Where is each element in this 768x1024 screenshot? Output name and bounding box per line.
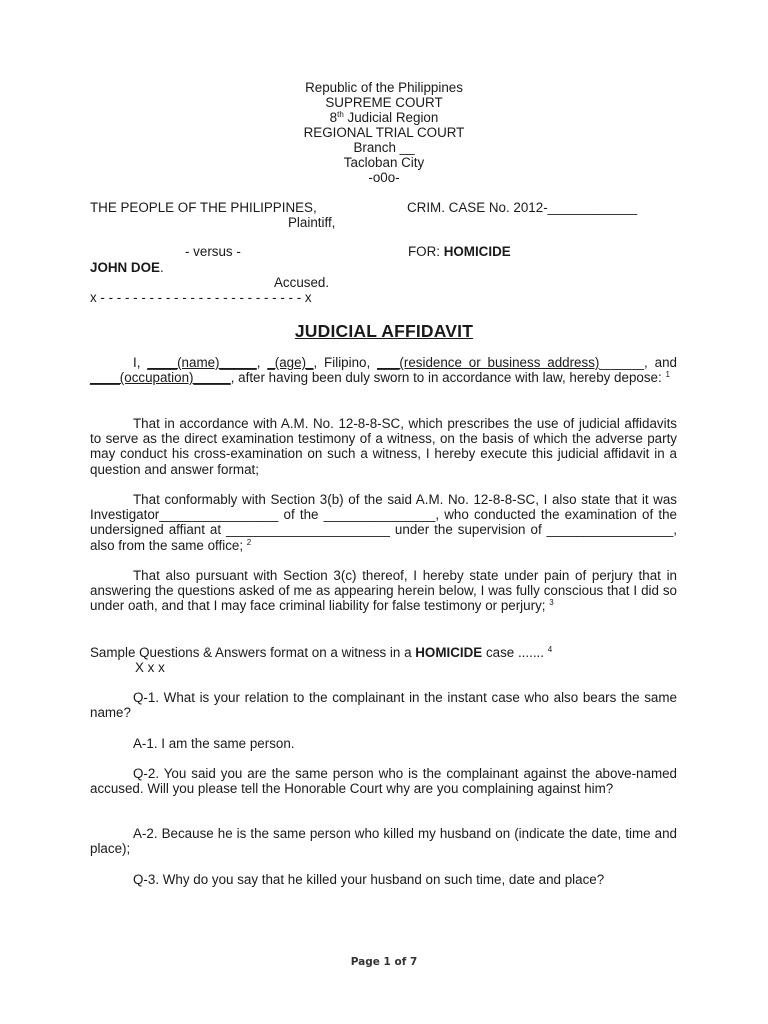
paragraph-section-3c: That also pursuant with Section 3(c) thereof, I hereby state under pain of perjury that in answering the questions asked of me as appearing herein below, I was fully conscious that I did so under oath, and that I may face criminal liability for false testimony or perjury; $^3$ bbox=[90, 568, 677, 614]
versus-label: - versus - bbox=[185, 244, 241, 259]
paragraph-section-3b: That conformably with Section 3(b) of the said A.M. No. 12-8-8-SC, I also state that it was Investigator________________ of the _______________, who conducted the examination of the undersigned affiant at ______________________ under the supervision of _________________, also from the same office; $^2$ bbox=[90, 492, 677, 553]
plaintiff-party: THE PEOPLE OF THE PHILIPPINES, bbox=[90, 200, 317, 215]
header-supreme-court: SUPREME COURT bbox=[325, 95, 443, 110]
sample-omission: X x x bbox=[135, 660, 165, 675]
header-branch: Branch __ bbox=[353, 140, 415, 155]
accused-role: Accused. bbox=[274, 275, 330, 290]
answer-2: A-2. Because he is the same person who killed my husband on (indicate the date, time and place); bbox=[90, 826, 677, 857]
paragraph-affiant: I, ____(name)_____, _(age)_, Filipino, ___(residence or business address)______, and ____(occupation)_____, after having been duly sworn to in accordance with law, hereby depose: $^1$ bbox=[90, 355, 677, 386]
case-charge: FOR: HOMICIDE bbox=[408, 244, 511, 259]
document-title: JUDICIAL AFFIDAVIT bbox=[294, 321, 474, 341]
header-city: Tacloban City bbox=[343, 155, 425, 170]
sample-heading: Sample Questions & Answers format on a witness in a HOMICIDE case ....... $^4$ bbox=[90, 645, 553, 660]
question-3: Q-3. Why do you say that he killed your husband on such time, date and place? bbox=[133, 872, 605, 887]
header-rtc: REGIONAL TRIAL COURT bbox=[303, 125, 465, 140]
page-footer: Page 1 of 7 bbox=[350, 956, 418, 968]
header-judicial-region: 8th Judicial Region bbox=[329, 110, 439, 125]
caption-separator: x - - - - - - - - - - - - - - - - - - - - - - - - - x bbox=[90, 290, 312, 305]
question-2: Q-2. You said you are the same person who is the complainant against the above-named accused. Will you please tell the Honorable Court why are you complaining against him? bbox=[90, 766, 677, 797]
plaintiff-role: Plaintiff, bbox=[288, 215, 336, 230]
header-divider: -o0o- bbox=[368, 170, 400, 185]
paragraph-am-rule: That in accordance with A.M. No. 12-8-8-SC, which prescribes the use of judicial affidavits to serve as the direct examination testimony of a witness, on the basis of which the adverse party may conduct his cross-examination on such a witness, I hereby execute this judicial affidavit in a question and answer format; bbox=[90, 416, 677, 477]
header-republic: Republic of the Philippines bbox=[305, 80, 463, 95]
case-number: CRIM. CASE No. 2012-____________ bbox=[407, 200, 638, 215]
question-1: Q-1. What is your relation to the complainant in the instant case who also bears the same name? bbox=[90, 690, 677, 721]
answer-1: A-1. I am the same person. bbox=[133, 736, 295, 751]
accused-party: JOHN DOE. bbox=[90, 260, 164, 275]
